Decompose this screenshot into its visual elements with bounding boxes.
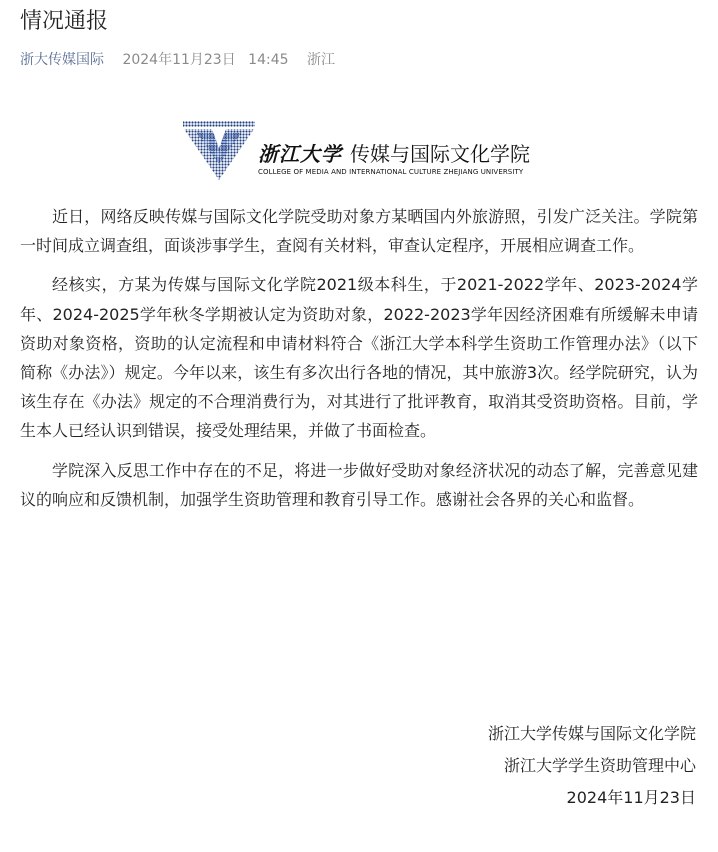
college-emblem-icon (182, 118, 256, 182)
signature-org-2: 浙江大学学生资助管理中心 (503, 756, 696, 775)
article-title: 情况通报 (20, 9, 109, 34)
college-name: 传媒与国际文化学院 (350, 142, 530, 166)
college-logo (182, 118, 530, 182)
paragraph-1: 近日，网络反映传媒与国际文化学院受助对象方某晒国内外旅游照，引发广泛关注。学院第一时间成立调查组，面谈涉事学生，查阅有关材料，审查认定程序，开展相应调查工作。 (20, 207, 698, 256)
publish-location: 浙江 (306, 52, 335, 68)
paragraph-3: 学院深入反思工作中存在的不足，将进一步做好受助对象经济状况的动态了解，完善意见建议的响应和反馈机制，加强学生资助管理和教育引导工作。感谢社会各界的关心和监督。 (20, 460, 698, 509)
college-name-en: COLLEGE OF MEDIA AND INTERNATIONAL CULTURE ZHEJIANG UNIVERSITY (258, 168, 524, 176)
article-body (20, 202, 698, 524)
article-meta (20, 50, 335, 70)
signature-block (488, 718, 696, 814)
paragraph-2: 经核实，方某为传媒与国际文化学院2021级本科生，于2021-2022学年、2023-2024学年、2024-2025学年秋冬学期被认定为资助对象，2022-2023学年因经济困难有所缓解未申请资助对象资格，资助的认定流程和申请材料符合《浙江大学本科学生资助工作管理办法》（以下简称《办法》）规定。今年以来，该生有多次出行各地的情况，其中旅游3次。经学院研究，认为该生存在《办法》规定的不合理消费行为，对其进行了批评教育，取消其受资助资格。目前，学生本人已经认识到错误，接受处理结果，并做了书面检查。 (20, 275, 698, 441)
college-name-cn (258, 142, 530, 166)
signature-date: 2024年11月23日 (566, 788, 696, 807)
university-name: 浙江大学 (258, 142, 342, 166)
signature-org-1: 浙江大学传媒与国际文化学院 (487, 724, 696, 743)
account-name-link[interactable]: 浙大传媒国际 (20, 52, 104, 68)
publish-date: 2024年11月23日 (122, 52, 236, 68)
publish-time: 14:45 (248, 52, 289, 68)
